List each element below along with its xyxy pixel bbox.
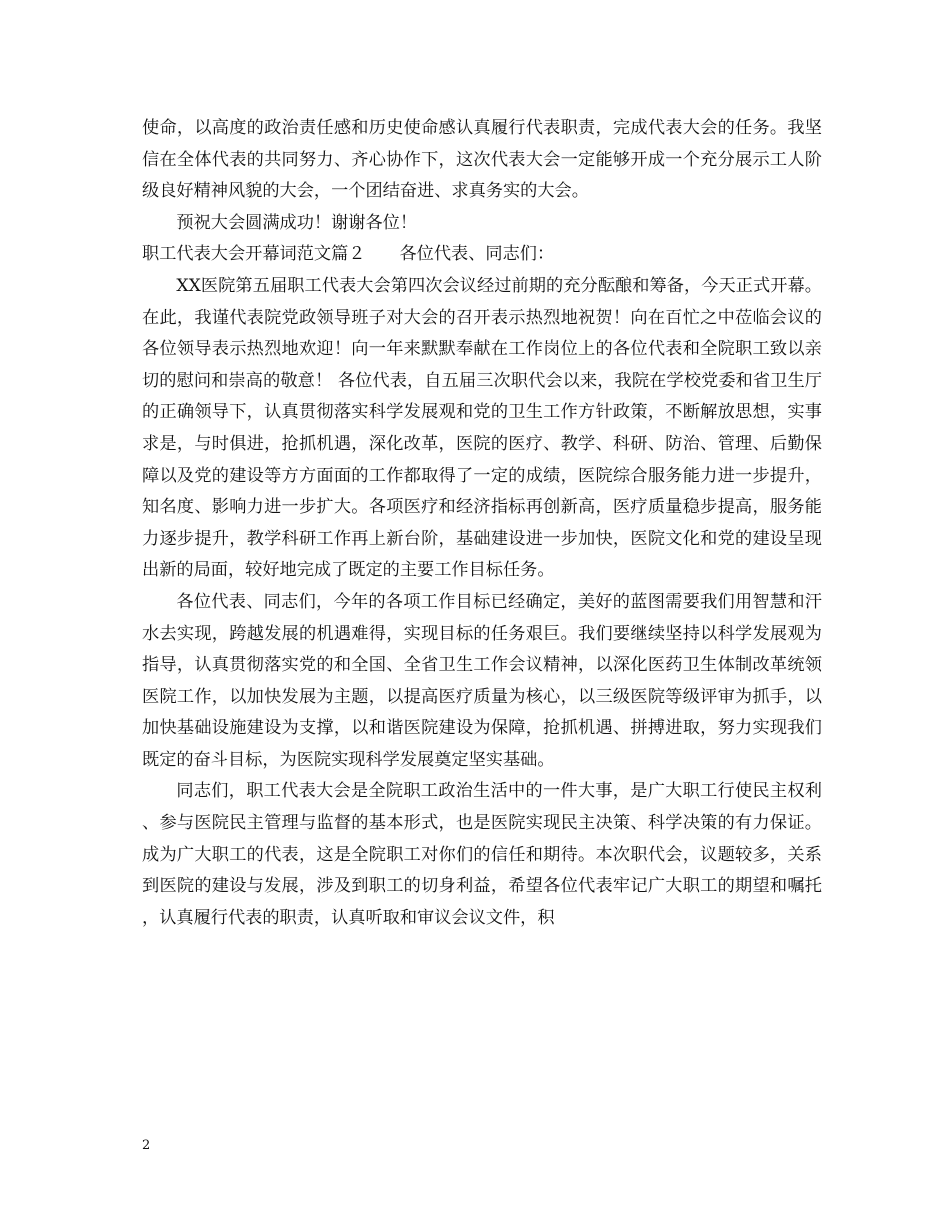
greeting-text: 各位代表、同志们： [399, 244, 555, 265]
section-title: 职工代表大会开幕词范文篇２ [142, 244, 366, 265]
paragraph-opening: XX医院第五届职工代表大会第四次会议经过前期的充分酝酿和筹备，今天正式开幕。在此，我谨代表院党政领导班子对大会的召开表示热烈地祝贺！向在百忙之中莅临会议的各位领导表示热烈地欢迎！向一年来默默奉献在工作岗位上的各位代表和全院职工致以亲切的慰问和崇高的敬意！ 各位代表，自五届三次职代会以来，我院在学校党委和省卫生厅的正确领导下，认真贯彻落实科学发展观和党的卫生工作方针政策，不断解放思想，实事求是，与时俱进，抢抓机遇，深化改革，医院的医疗、教学、科研、防治、管理、后勤保障以及党的建设等方方面面的工作都取得了一定的成绩，医院综合服务能力进一步提升，知名度、影响力进一步扩大。各项医疗和经济指标再创新高，医疗质量稳步提高，服务能力逐步提升，教学科研工作再上新台阶，基础建设进一步加快，医院文化和党的建设呈现出新的局面，较好地完成了既定的主要工作目标任务。 [142, 275, 822, 581]
paragraph-continuation: 使命，以高度的政治责任感和历史使命感认真履行代表职责，完成代表大会的任务。我坚信在全体代表的共同努力、齐心协作下，这次代表大会一定能够开成一个充分展示工人阶级良好精神风貌的大会，一个团结奋进、求真务实的大会。 [142, 118, 822, 202]
paragraph-goals: 各位代表、同志们，今年的各项工作目标已经确定，美好的蓝图需要我们用智慧和汗水去实现，跨越发展的机遇难得，实现目标的任务艰巨。我们要继续坚持以科学发展观为指导，认真贯彻落实党的和全国、全省卫生工作会议精神，以深化医药卫生体制改革统领医院工作，以加快发展为主题，以提高医疗质量为核心，以三级医院等级评审为抓手，以加快基础设施建设为支撑，以和谐医院建设为保障，抢抓机遇、拼搏进取，努力实现我们既定的奋斗目标，为医院实现科学发展奠定坚实基础。 [142, 591, 822, 770]
document-body [142, 113, 822, 934]
paragraph-closing-wishes: 预祝大会圆满成功！谢谢各位！ [176, 212, 418, 233]
section-heading-line [142, 239, 822, 271]
paragraph-duties: 同志们，职工代表大会是全院职工政治生活中的一件大事，是广大职工行使民主权利、参与医院民主管理与监督的基本形式，也是医院实现民主决策、科学决策的有力保证。成为广大职工的代表，这是全院职工对你们的信任和期待。本次职代会，议题较多，关系到医院的建设与发展，涉及到职工的切身利益，希望各位代表牢记广大职工的期望和嘱托，认真履行代表的职责，认真听取和审议会议文件，积 [142, 781, 822, 928]
page-number: 2 [142, 1138, 151, 1153]
